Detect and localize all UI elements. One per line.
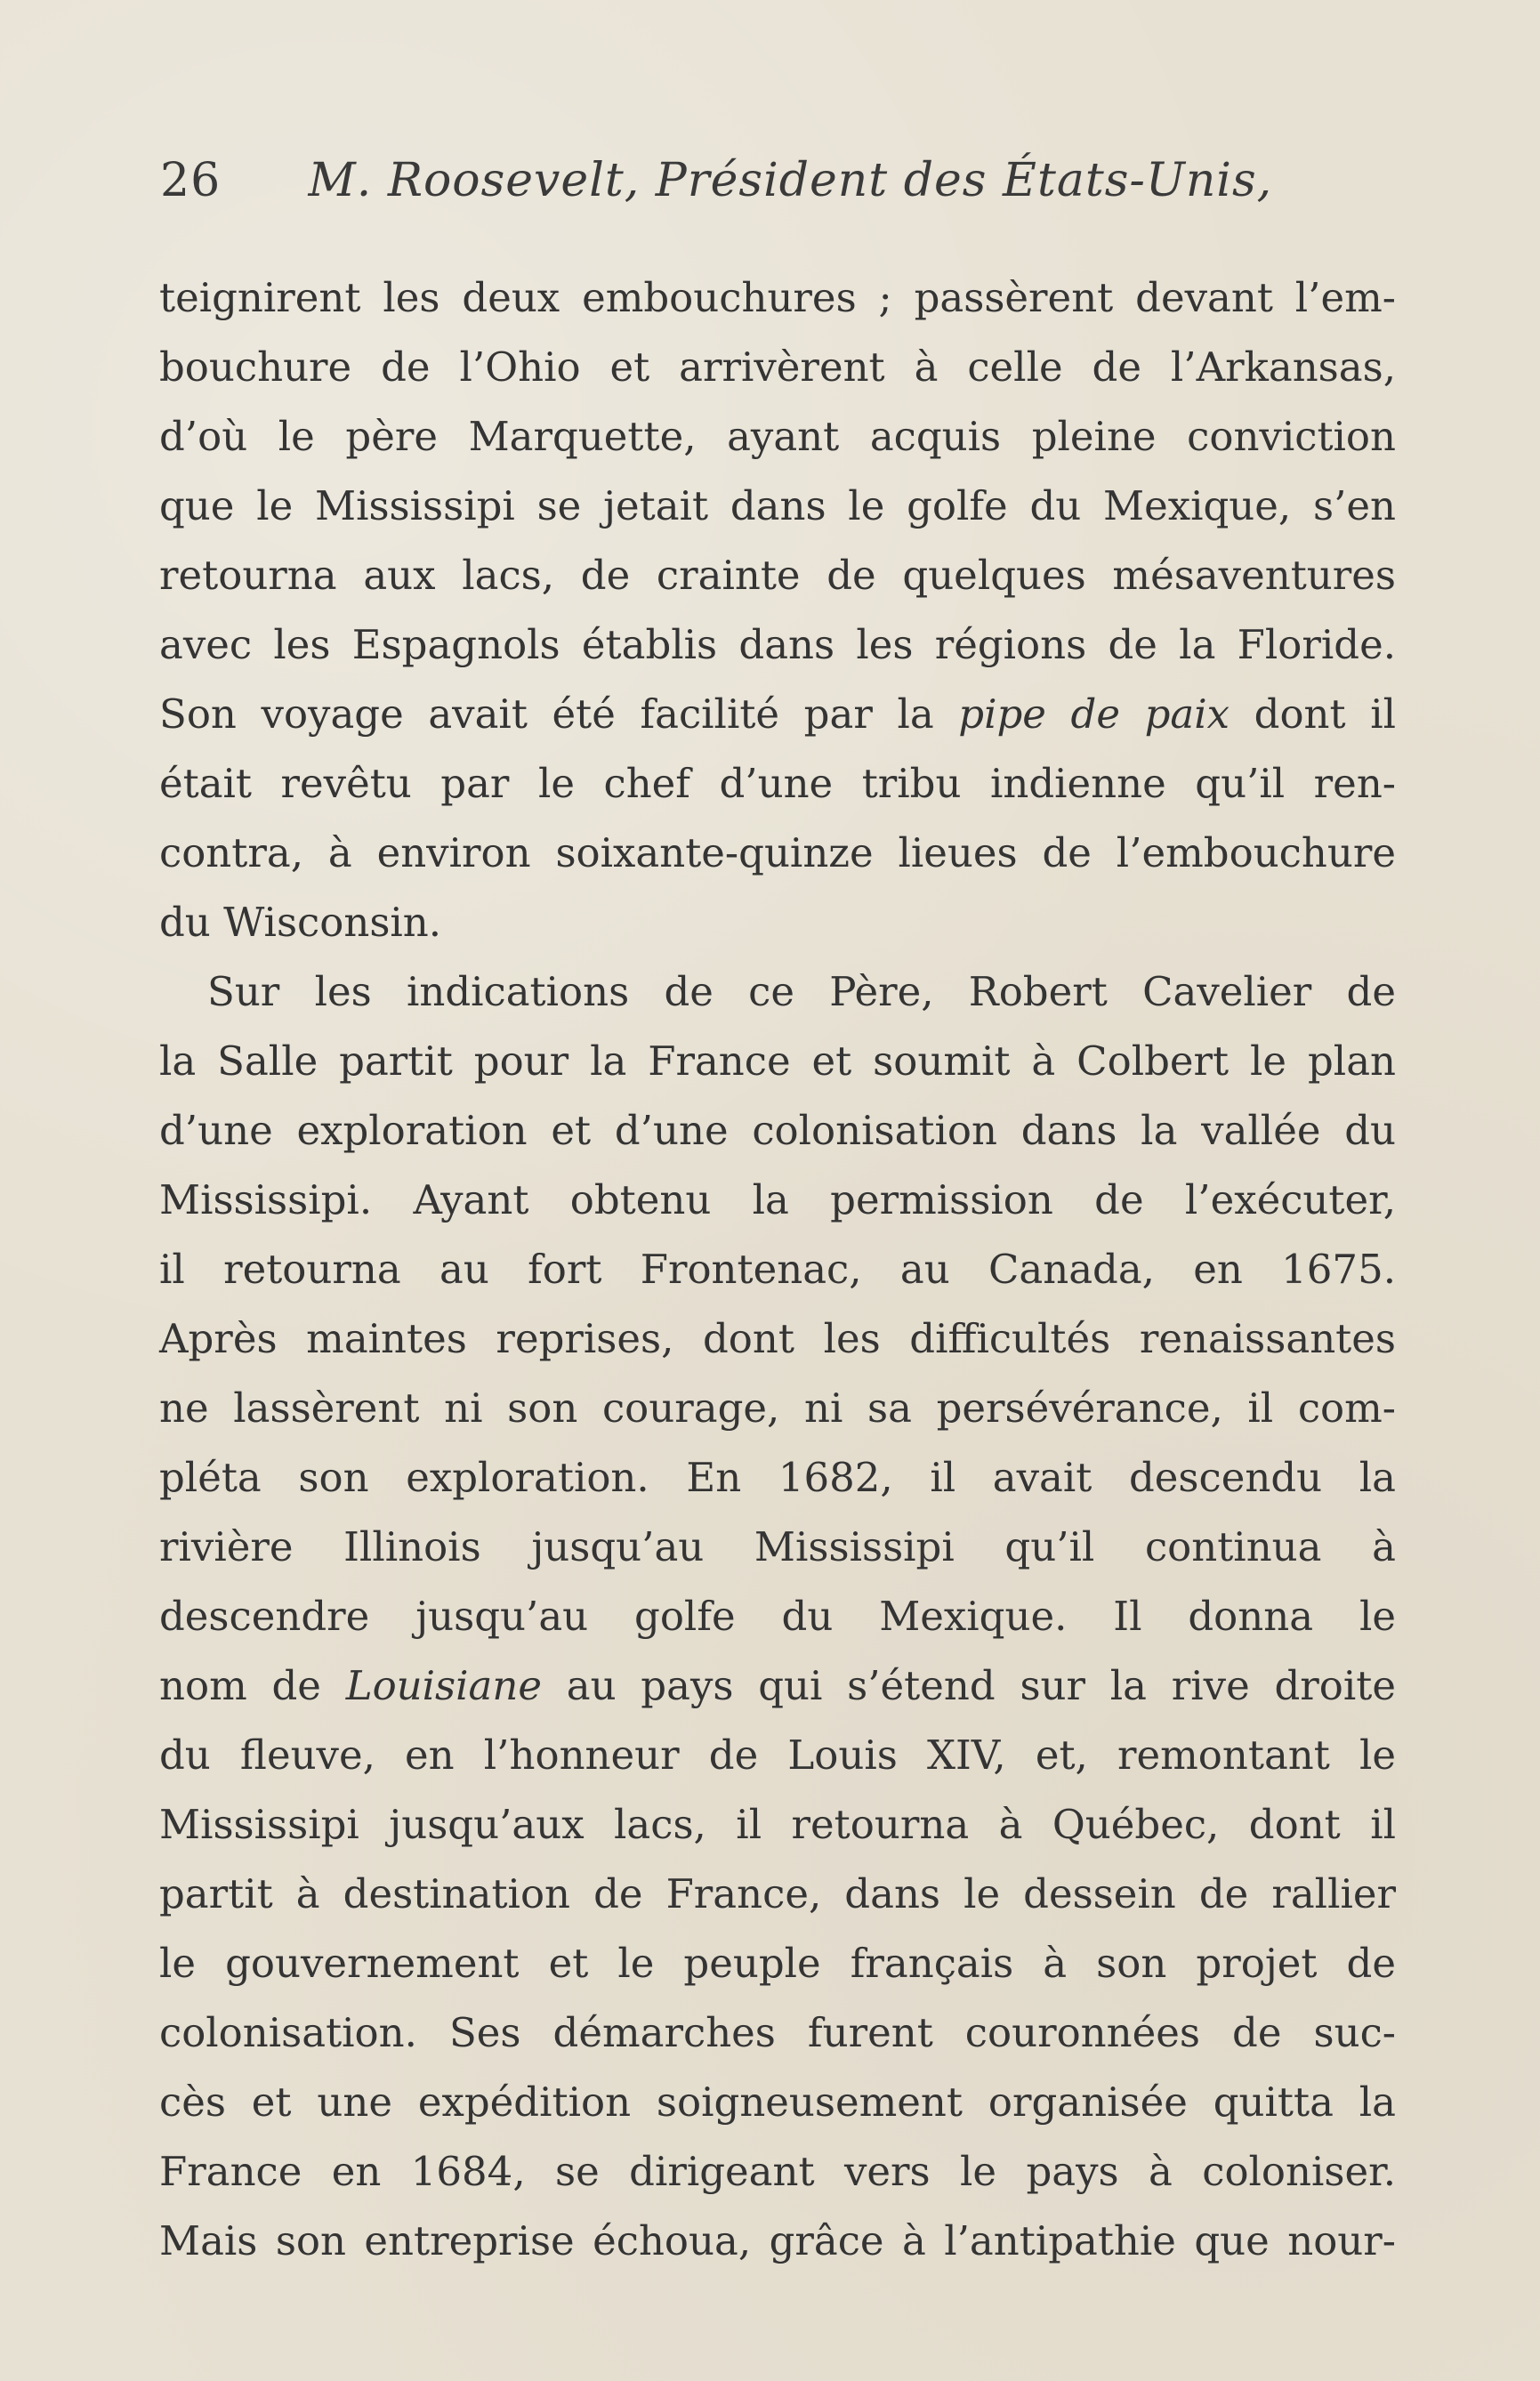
text-line: colonisation. Ses démarches furent couronnées de suc- — [159, 2009, 1396, 2056]
text-line: que le Mississipi se jetait dans le golfe du Mexique, s’en — [159, 482, 1396, 529]
text-line: du fleuve, en l’honneur de Louis XIV, et, remontant le — [159, 1731, 1396, 1779]
text-line: Après maintes reprises, dont les difficultés renaissantes — [159, 1315, 1396, 1362]
text-line: Son voyage avait été facilité par la pipe de paix dont il — [159, 690, 1397, 738]
text-line: teignirent les deux embouchures ; passèrent devant l’em- — [159, 274, 1396, 321]
text-line: Mais son entreprise échoua, grâce à l’antipathie que nour- — [159, 2217, 1396, 2264]
text-line: bouchure de l’Ohio et arrivèrent à celle de l’Arkansas, — [159, 343, 1396, 391]
text-line: contra, à environ soixante-quinze lieues de l’embouchure — [159, 829, 1396, 876]
text-line: Mississipi. Ayant obtenu la permission de l’exécuter, — [159, 1176, 1396, 1223]
text-line: nom de Louisiane au pays qui s’étend sur la rive droite — [159, 1662, 1396, 1709]
text-line: d’une exploration et d’une colonisation dans la vallée du — [159, 1107, 1396, 1154]
text-line: Sur les indications de ce Père, Robert Cavelier de — [207, 968, 1396, 1015]
text-line: avec les Espagnols établis dans les régions de la Floride. — [159, 621, 1396, 668]
text-line: Mississipi jusqu’aux lacs, il retourna à Québec, dont il — [159, 1801, 1396, 1848]
text-line: cès et une expédition soigneusement organisée quitta la — [159, 2078, 1396, 2126]
text-line: pléta son exploration. En 1682, il avait descendu la — [159, 1454, 1396, 1501]
text-line: la Salle partit pour la France et soumit à Colbert le plan — [159, 1037, 1396, 1085]
text-line: retourna aux lacs, de crainte de quelques mésaventures — [159, 552, 1396, 599]
text-line: France en 1684, se dirigeant vers le pays à coloniser. — [159, 2148, 1396, 2195]
italic-text: pipe de paix — [958, 690, 1230, 738]
text-line: partit à destination de France, dans le dessein de rallier — [159, 1870, 1396, 1917]
italic-text: Louisiane — [345, 1662, 542, 1709]
text-line: rivière Illinois jusqu’au Mississipi qu’il continua à — [159, 1523, 1396, 1570]
body-text — [159, 263, 1396, 2276]
text-line: descendre jusqu’au golfe du Mexique. Il donna le — [159, 1593, 1396, 1640]
text-line: d’où le père Marquette, ayant acquis pleine conviction — [159, 413, 1396, 460]
running-head — [160, 149, 1406, 212]
text-line: était revêtu par le chef d’une tribu indienne qu’il ren- — [159, 760, 1396, 807]
page-number: 26 — [160, 154, 222, 207]
text-line: ne lassèrent ni son courage, ni sa persévérance, il com- — [159, 1384, 1396, 1432]
text-line: il retourna au fort Frontenac, au Canada, en 1675. — [159, 1246, 1396, 1293]
running-title: M. Roosevelt, Président des États-Unis, — [308, 154, 1273, 207]
text-line: le gouvernement et le peuple français à son projet de — [159, 1940, 1396, 1987]
text-line: du Wisconsin. — [159, 899, 442, 946]
